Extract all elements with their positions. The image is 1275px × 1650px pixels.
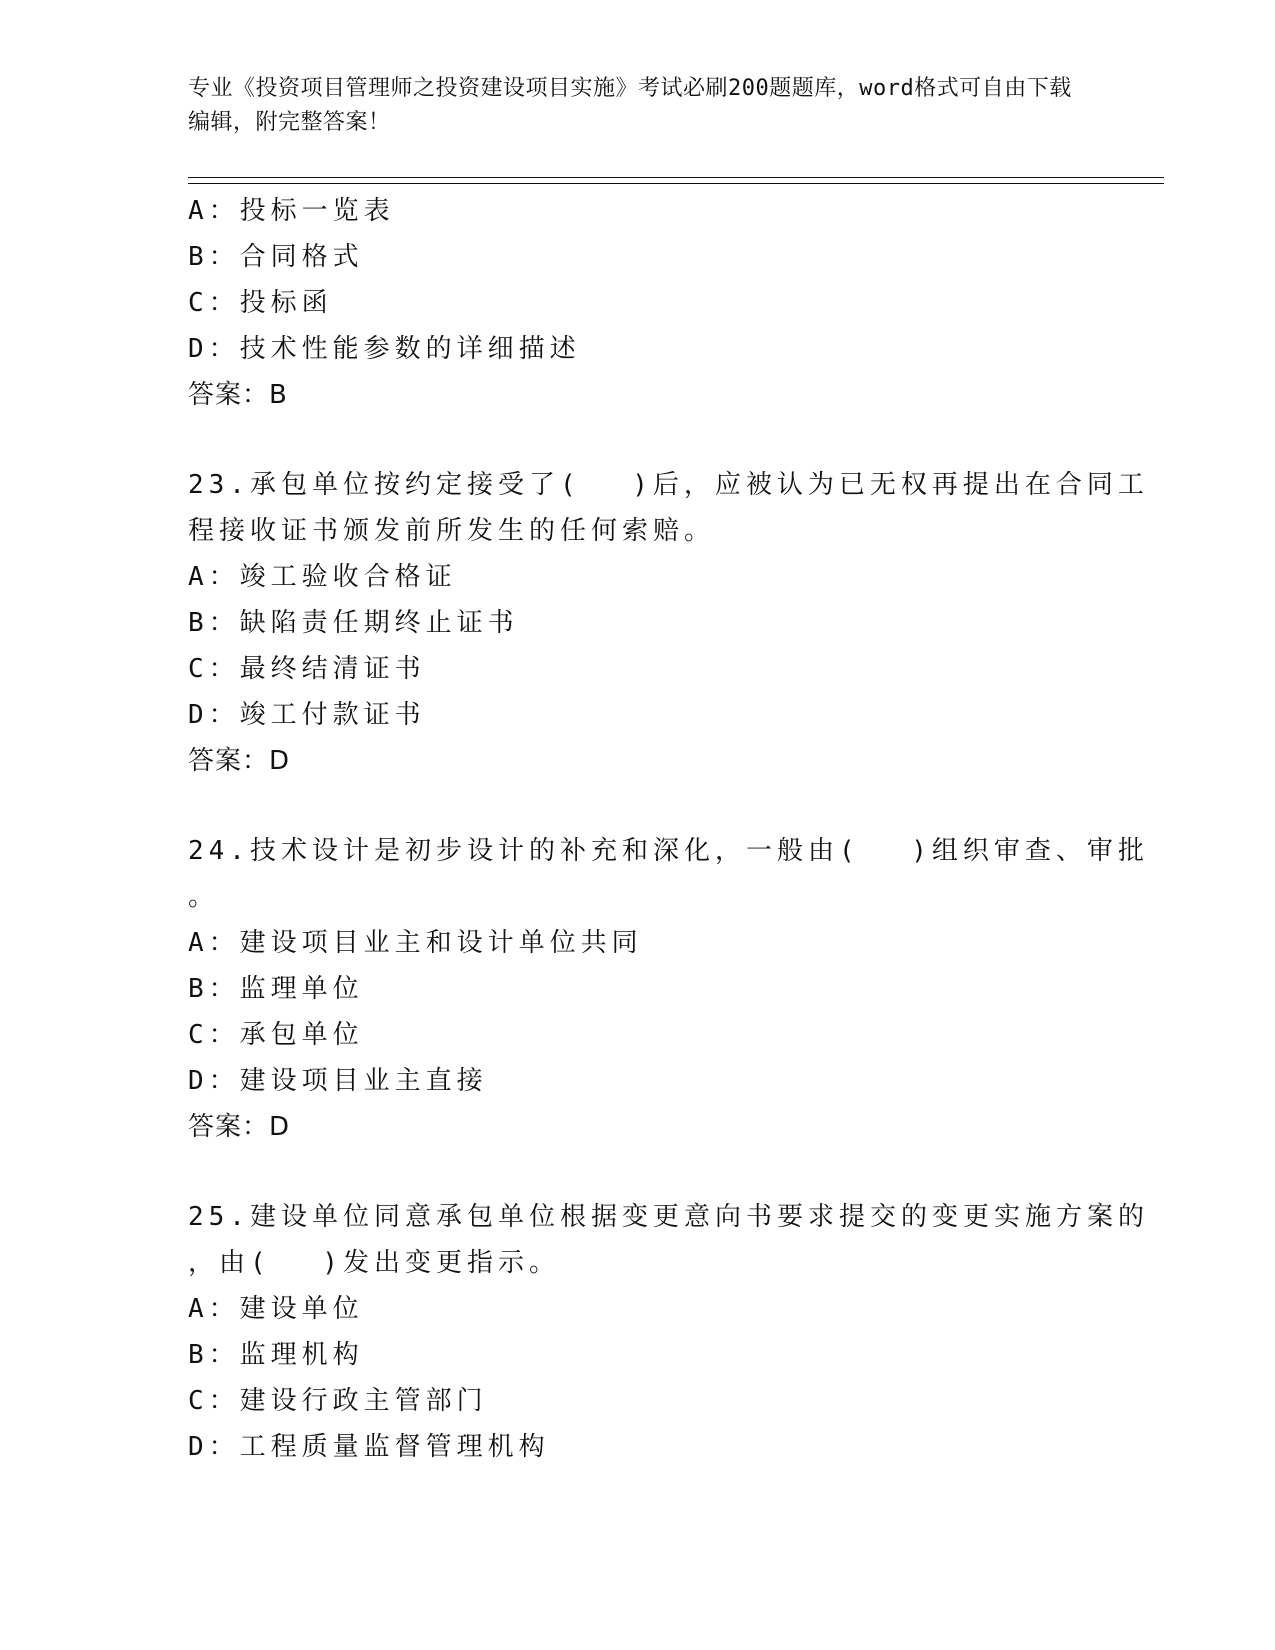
question-23 xyxy=(188,462,1149,784)
option-b: B：缺陷责任期终止证书 xyxy=(188,608,519,638)
header-rule-bottom xyxy=(188,183,1164,184)
option-c: C：投标函 xyxy=(188,288,333,318)
option-b: B：合同格式 xyxy=(188,242,364,272)
header-rule-top xyxy=(188,177,1164,178)
document-header: 专业《投资项目管理师之投资建设项目实施》考试必刷200题题库，word格式可自由下载编辑，附完整答案！ xyxy=(188,76,1072,135)
option-a: A：建设单位 xyxy=(188,1294,364,1324)
question-text-line: 25.建设单位同意承包单位根据变更意向书要求提交的变更实施方案的 xyxy=(188,1202,1149,1232)
answer: 答案：B xyxy=(188,380,288,410)
option-d: D：建设项目业主直接 xyxy=(188,1066,488,1096)
option-a: A：建设项目业主和设计单位共同 xyxy=(188,928,643,958)
spacer xyxy=(188,784,1088,828)
option-a: A：投标一览表 xyxy=(188,196,395,226)
answer: 答案：D xyxy=(188,1112,291,1142)
option-b: B：监理单位 xyxy=(188,974,364,1004)
option-c: C：建设行政主管部门 xyxy=(188,1386,488,1416)
question-24 xyxy=(188,828,1149,1150)
question-22-continued xyxy=(188,188,1088,418)
option-c: C：承包单位 xyxy=(188,1020,364,1050)
question-text-line: 23.承包单位按约定接受了( )后，应被认为已无权再提出在合同工 xyxy=(188,470,1149,500)
question-text-line: ，由( )发出变更指示。 xyxy=(188,1248,560,1278)
option-d: D：工程质量监督管理机构 xyxy=(188,1432,550,1462)
question-text-line: 。 xyxy=(188,882,220,912)
option-d: D：竣工付款证书 xyxy=(188,700,426,730)
question-25 xyxy=(188,1194,1149,1470)
question-text-line: 24.技术设计是初步设计的补充和深化，一般由( )组织审查、审批 xyxy=(188,836,1149,866)
spacer xyxy=(188,1150,1088,1194)
spacer xyxy=(188,418,1088,462)
option-c: C：最终结清证书 xyxy=(188,654,426,684)
option-b: B：监理机构 xyxy=(188,1340,364,1370)
question-text-line: 程接收证书颁发前所发生的任何索赔。 xyxy=(188,516,716,546)
option-d: D：技术性能参数的详细描述 xyxy=(188,334,581,364)
answer: 答案：D xyxy=(188,746,291,776)
document-body xyxy=(188,188,1149,1470)
option-a: A：竣工验收合格证 xyxy=(188,562,457,592)
